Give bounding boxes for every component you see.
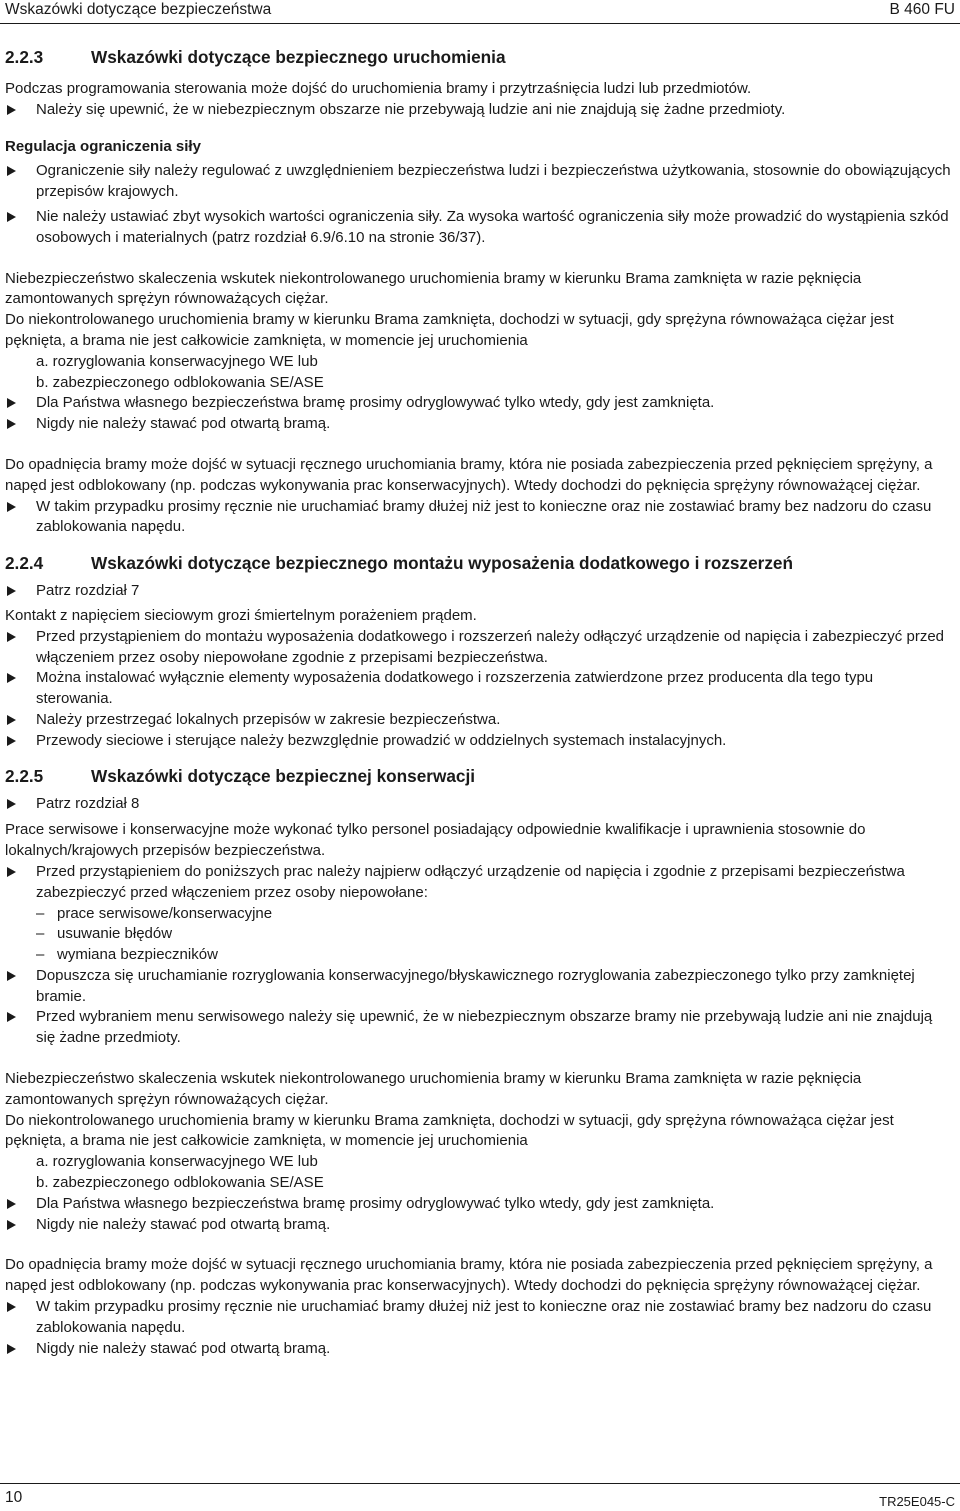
paragraph: Do niekontrolowanego uruchomienia bramy w kierunku Brama zamknięta, dochodzi w sytuacji, gdy sprężyna równoważąca ciężar jest pęknięta, a brama nie jest całkowicie zamknięta, w momencie jej uruchomienia (5, 1111, 894, 1150)
dash-item: – wymiana bezpieczników (5, 945, 953, 966)
bullet-item: W takim przypadku prosimy ręcznie nie uruchamiać bramy dłużej niż jest to konieczne oraz nie zostawiać bramy bez nadzoru do czasu zablokowania napędu. (5, 1297, 953, 1339)
section-title: Wskazówki dotyczące bezpiecznego montażu wyposażenia dodatkowego i rozszerzeń (91, 553, 793, 574)
bullet-item: Nigdy nie należy stawać pod otwartą bramą. (5, 1339, 953, 1360)
bullet-item: Dla Państwa własnego bezpieczeństwa bramę prosimy odryglowywać tylko wtedy, gdy jest zamknięta. (5, 393, 953, 414)
paragraph: Do opadnięcia bramy może dojść w sytuacji ręcznego uruchomiania bramy, która nie posiada zabezpieczenia przed pęknięciem sprężyny, a napęd jest odblokowany (np. podczas wykonywania prac konserwacyjnych). Wtedy dochodzi do pęknięcia sprężyny równoważącej ciężar. (5, 455, 933, 494)
bullet-item: Ograniczenie siły należy regulować z uwzględnieniem bezpieczeństwa ludzi i bezpieczeństwa użytkowania, stosownie do obowiązujących przepisów krajowych. (5, 161, 953, 203)
bullet-item: Patrz rozdział 8 (5, 794, 953, 815)
paragraph: Podczas programowania sterowania może dojść do uruchomienia bramy i przytrzaśnięcia ludzi lub przedmiotów. (5, 80, 752, 97)
document-body (5, 46, 953, 1359)
section-heading-2-2-5 (5, 765, 953, 787)
section-number: 2.2.5 (5, 765, 44, 786)
page-header (0, 0, 960, 24)
danger-paragraph: Niebezpieczeństwo skaleczenia wskutek niekontrolowanego uruchomienia bramy w kierunku Brama zamknięta w razie pęknięcia zamontowanych sprężyn równoważących ciężar. (5, 269, 862, 308)
document-code: TR25E045-C (879, 1494, 955, 1509)
subheading-force-limit: Regulacja ograniczenia siły (5, 137, 201, 155)
bullet-item: Przed przystąpieniem do montażu wyposażenia dodatkowego i rozszerzeń należy odłączyć urządzenie od napięcia i zabezpieczyć przed włączeniem przez osoby niepowołane zgodnie z przepisami bezpieczeństwa. (5, 627, 953, 669)
bullet-item: Należy się upewnić, że w niebezpiecznym obszarze nie przebywają ludzie ani nie znajdują się żadne przedmioty. (5, 100, 953, 121)
bullet-item: Nigdy nie należy stawać pod otwartą bramą. (5, 414, 953, 435)
section-number: 2.2.4 (5, 553, 44, 574)
bullet-item: Dla Państwa własnego bezpieczeństwa bramę prosimy odryglowywać tylko wtedy, gdy jest zamknięta. (5, 1194, 953, 1215)
page-number: 10 (5, 1489, 23, 1506)
bullet-item: Przed wybraniem menu serwisowego należy się upewnić, że w niebezpiecznym obszarze bramy nie przebywają ludzie ani nie znajdują się żadne przedmioty. (5, 1007, 953, 1049)
dash-item: – prace serwisowe/konserwacyjne (5, 904, 953, 925)
section-title: Wskazówki dotyczące bezpiecznego uruchomienia (91, 47, 506, 67)
list-item-a: a. rozryglowania konserwacyjnego WE lub (36, 352, 318, 370)
header-title: Wskazówki dotyczące bezpieczeństwa (5, 1, 272, 18)
bullet-item: Nigdy nie należy stawać pod otwartą bramą. (5, 1215, 953, 1236)
paragraph: Do opadnięcia bramy może dojść w sytuacji ręcznego uruchomiania bramy, która nie posiada zabezpieczenia przed pęknięciem sprężyny, a napęd jest odblokowany (np. podczas wykonywania prac konserwacyjnych). Wtedy dochodzi do pęknięcia sprężyny równoważącej ciężar. (5, 1256, 933, 1295)
list-item-b: b. zabezpieczonego odblokowania SE/ASE (36, 373, 324, 391)
section-heading-2-2-4 (5, 552, 953, 574)
paragraph: Prace serwisowe i konserwacyjne może wykonać tylko personel posiadający odpowiednie kwalifikacje i uprawnienia stosownie do lokalnych/krajowych przepisów bezpieczeństwa. (5, 821, 866, 860)
warning-paragraph: Kontakt z napięciem sieciowym grozi śmiertelnym porażeniem prądem. (5, 606, 477, 624)
section-heading-2-2-3 (5, 46, 953, 68)
dash-item: – usuwanie błędów (5, 924, 953, 945)
bullet-item: Dopuszcza się uruchamianie rozryglowania konserwacyjnego/błyskawicznego rozryglowania zabezpieczonego tylko przy zamkniętej bramie. (5, 966, 953, 1008)
bullet-item: Nie należy ustawiać zbyt wysokich wartości ograniczenia siły. Za wysoka wartość ograniczenia siły może prowadzić do wystąpienia szkód osobowych i materialnych (patrz rozdział 6.9/6.10 na stronie 36/37). (5, 207, 953, 249)
page-footer (0, 1483, 960, 1511)
section-title: Wskazówki dotyczące bezpiecznej konserwacji (91, 765, 475, 786)
bullet-item: Można instalować wyłącznie elementy wyposażenia dodatkowego i rozszerzenia zatwierdzone przez producenta dla tego typu sterowania. (5, 668, 953, 710)
list-item-a: a. rozryglowania konserwacyjnego WE lub (36, 1153, 318, 1171)
bullet-item: Należy przestrzegać lokalnych przepisów w zakresie bezpieczeństwa. (5, 710, 953, 731)
section-number: 2.2.3 (5, 47, 44, 67)
list-item-b: b. zabezpieczonego odblokowania SE/ASE (36, 1174, 324, 1192)
paragraph: Do niekontrolowanego uruchomienia bramy w kierunku Brama zamknięta, dochodzi w sytuacji, gdy sprężyna równoważąca ciężar jest pęknięta, a brama nie jest całkowicie zamknięta, w momencie jej uruchomienia (5, 311, 894, 349)
bullet-item: Przewody sieciowe i sterujące należy bezwzględnie prowadzić w oddzielnych systemach instalacyjnych. (5, 731, 953, 752)
danger-paragraph: Niebezpieczeństwo skaleczenia wskutek niekontrolowanego uruchomienia bramy w kierunku Brama zamknięta w razie pęknięcia zamontowanych sprężyn równoważących ciężar. (5, 1070, 862, 1108)
bullet-item: Przed przystąpieniem do poniższych prac należy najpierw odłączyć urządzenie od napięcia i zgodnie z przepisami bezpieczeństwa zabezpieczyć przed włączeniem przez osoby niepowołane: (5, 862, 953, 904)
bullet-item: Patrz rozdział 7 (5, 581, 953, 602)
header-model: B 460 FU (889, 1, 955, 18)
bullet-item: W takim przypadku prosimy ręcznie nie uruchamiać bramy dłużej niż jest to konieczne oraz nie zostawiać bramy bez nadzoru do czasu zablokowania napędu. (5, 497, 953, 539)
